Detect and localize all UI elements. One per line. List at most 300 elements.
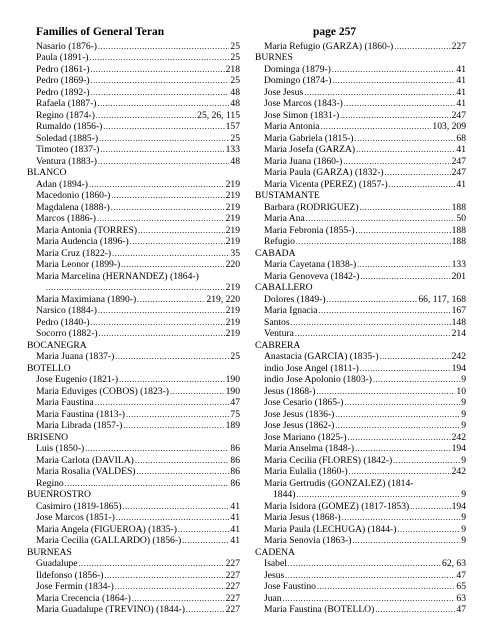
entry-page-refs: 86 — [230, 443, 240, 454]
entry-page-refs: 63 — [456, 592, 466, 604]
index-entry — [255, 558, 466, 570]
index-entry — [27, 190, 240, 202]
index-entry — [27, 75, 240, 87]
entry-page-refs: 219 — [225, 178, 240, 190]
index-entry — [27, 558, 240, 570]
dot-leader — [343, 156, 450, 168]
entry-name: Pedro (1861-) — [36, 63, 90, 75]
entry-page-refs: 214 — [451, 328, 466, 339]
index-entry — [27, 144, 240, 156]
entry-page-refs: 242 — [451, 351, 466, 362]
entry-name: Jose Simon (1831-) — [264, 109, 340, 121]
entry-name: Maria Isidora (GOMEZ) (1817-1853) — [264, 500, 410, 512]
index-entry — [27, 397, 240, 409]
dot-leader — [98, 41, 229, 53]
dot-leader — [91, 64, 225, 76]
entry-page-refs: 41 — [456, 178, 466, 190]
entry-name: Jose Marcos (1843-) — [264, 98, 343, 109]
entry-page-refs: 242 — [451, 431, 466, 443]
index-entry — [255, 213, 466, 225]
entry-page-refs: 189 — [225, 420, 240, 431]
dot-leader — [316, 386, 455, 398]
index-entry — [27, 133, 240, 145]
entry-page-refs: 62, 63 — [442, 558, 466, 569]
surname-heading — [27, 340, 240, 352]
entry-page-refs: 188 — [451, 224, 466, 236]
entry-page-refs: 227 — [225, 592, 240, 604]
entry-name: Jose Marcos (1851-) — [36, 512, 115, 523]
entry-name: Jose Faustino — [264, 581, 316, 592]
entry-page-refs: 25, 26, 115 — [197, 109, 240, 121]
entry-name: Maria Genoveva (1842-) — [264, 270, 360, 282]
dot-leader — [296, 489, 460, 501]
entry-page-refs: 133 — [451, 259, 466, 270]
entry-name: Ventura (1883-) — [36, 155, 98, 167]
entry-name: Maria Maximiana (1890-) — [36, 293, 137, 305]
index-entry — [27, 351, 240, 363]
entry-name: Pedro (1892-) — [36, 86, 90, 98]
index-entry — [255, 524, 466, 536]
index-entry — [255, 87, 466, 99]
dot-leader — [349, 466, 451, 478]
entry-page-refs: 9 — [461, 535, 466, 546]
index-entry — [27, 570, 240, 582]
entry-name: Maria Paula (LECHUGA) (1844-) — [264, 523, 397, 535]
entry-page-refs: 41 — [230, 523, 240, 535]
entry-name: Jose Cesario (1865-) — [264, 397, 344, 408]
entry-name: Ildefonso (1856-) — [36, 569, 104, 581]
index-entry — [255, 581, 466, 593]
dot-leader — [291, 317, 451, 329]
index-entry — [27, 225, 240, 237]
dot-leader — [332, 64, 456, 76]
dot-leader — [97, 213, 225, 225]
entry-page-refs: 47 — [456, 604, 466, 615]
surname-heading — [255, 547, 466, 559]
entry-page-refs: 86 — [230, 454, 240, 466]
surname-heading — [255, 52, 466, 64]
index-entry — [255, 110, 466, 122]
index-entry — [255, 570, 466, 582]
index-entry — [27, 52, 240, 64]
surname-heading — [27, 432, 240, 444]
entry-name: Dominga (1879-) — [264, 63, 331, 75]
surname-label: BURNES — [255, 52, 293, 63]
dot-leader — [375, 604, 455, 616]
dot-leader — [296, 236, 451, 248]
entry-page-refs: 41 — [456, 144, 466, 155]
entry-page-refs: 247 — [451, 155, 466, 167]
entry-page-refs: 194 — [451, 362, 466, 374]
dot-leader — [91, 75, 230, 87]
dot-leader — [355, 133, 456, 145]
dot-leader — [111, 202, 225, 214]
entry-page-refs: 25 — [230, 351, 240, 362]
dot-leader — [348, 432, 451, 444]
surname-label: BRISENO — [27, 431, 69, 443]
entry-name: Barbara (RODRIGUEZ) — [264, 201, 359, 213]
dot-leader — [380, 351, 451, 363]
entry-name: Luis (1850-) — [36, 443, 85, 454]
entry-page-refs: 9 — [461, 374, 466, 385]
dot-leader — [89, 179, 225, 191]
entry-page-refs: 9 — [461, 408, 466, 420]
dot-leader — [295, 328, 451, 340]
index-entry — [27, 41, 240, 53]
index-entry — [255, 236, 466, 248]
dot-leader — [344, 98, 456, 110]
entry-name: Jose Jesus — [264, 86, 304, 98]
entry-page-refs: 35 — [230, 247, 240, 259]
dot-leader — [99, 328, 225, 340]
surname-heading — [27, 489, 240, 501]
page-header — [0, 26, 495, 40]
dot-leader — [91, 87, 230, 99]
index-entry — [27, 305, 240, 317]
entry-name: Maria Leonor (1899-) — [36, 259, 121, 270]
entry-name: Maria Ignacia — [264, 305, 318, 316]
entry-page-refs: 188 — [451, 236, 466, 247]
index-entry — [27, 455, 240, 467]
entry-page-refs: 227 — [225, 581, 240, 592]
entry-name: Narsico (1884-) — [36, 305, 98, 316]
index-entry — [27, 478, 240, 490]
index-entry — [27, 581, 240, 593]
index-entry — [255, 501, 466, 513]
entry-page-refs: 9 — [461, 512, 466, 523]
entry-name: Maria Febronia (1855-) — [264, 224, 355, 236]
dot-leader — [356, 225, 451, 237]
entry-name: Maria Refugio (GARZA) (1860-) — [264, 40, 394, 52]
entry-page-refs: 48 — [230, 155, 240, 167]
entry-page-refs: 188 — [451, 201, 466, 213]
dot-leader — [335, 420, 460, 432]
index-entry — [27, 121, 240, 133]
surname-heading — [27, 363, 240, 375]
dot-leader — [123, 420, 224, 432]
dot-leader — [317, 581, 455, 593]
index-entry — [255, 133, 466, 145]
dot-leader — [335, 409, 460, 421]
index-entry — [27, 535, 240, 547]
index-entry — [27, 294, 240, 306]
entry-page-refs: 220 — [225, 259, 240, 270]
dot-leader — [137, 294, 205, 306]
dot-leader — [385, 167, 451, 179]
entry-page-refs: 219, 220 — [206, 293, 240, 305]
entry-name: Jose Mariano (1825-) — [264, 431, 347, 443]
dot-leader — [85, 443, 229, 455]
entry-name: Jose Jesus (1862-) — [264, 420, 335, 431]
entry-page-refs: 66, 117, 168 — [418, 293, 466, 305]
page-number: page 257 — [313, 26, 357, 38]
entry-page-refs: 50 — [456, 213, 466, 224]
entry-name: Maria Faustina — [36, 397, 94, 408]
entry-page-refs: 48 — [230, 98, 240, 109]
entry-name: Maria Angela (FIGUEROA) (1835-) — [36, 523, 177, 535]
surname-label: CADENA — [255, 546, 295, 558]
dot-leader — [103, 121, 224, 133]
dot-leader — [132, 593, 225, 605]
index-entry — [255, 466, 466, 478]
entry-page-refs: 10 — [456, 385, 466, 397]
entry-name: Maria Crecencia (1864-) — [36, 592, 131, 604]
entry-name: indio Jose Angel (1811-) — [264, 362, 359, 374]
entry-page-refs: 48 — [230, 86, 240, 98]
dot-leader — [65, 478, 230, 490]
index-entry — [27, 98, 240, 110]
surname-label: BLANCO — [27, 167, 67, 178]
entry-page-refs: 9 — [461, 397, 466, 408]
dot-leader — [115, 581, 225, 593]
index-entry — [255, 443, 466, 455]
dot-leader — [357, 259, 450, 271]
index-entry — [27, 202, 240, 214]
entry-page-refs: 41 — [456, 75, 466, 86]
entry-page-refs: 190 — [225, 374, 240, 385]
entry-page-refs: 41 — [230, 500, 240, 512]
surname-label: BURNEAS — [27, 546, 72, 558]
entry-name: Magdalena (1888-) — [36, 201, 110, 213]
index-entry — [255, 75, 466, 87]
index-entry — [255, 41, 466, 53]
index-entry — [27, 386, 240, 398]
dot-leader — [170, 386, 225, 398]
index-entry — [255, 386, 466, 398]
dot-leader — [116, 512, 230, 524]
entry-page-refs: 219 — [225, 190, 240, 201]
surname-label: BOTELLO — [27, 362, 71, 374]
entry-name: Dolores (1849-) — [264, 293, 326, 305]
entry-name: Maria Marcelina (HERNANDEZ) (1864-) — [36, 270, 199, 282]
entry-page-refs: 86 — [230, 466, 240, 477]
dot-leader — [115, 351, 229, 363]
entry-name: Maria Josefa (GARZA) — [264, 144, 356, 155]
dot-leader — [288, 558, 441, 570]
index-entry — [255, 593, 466, 605]
dot-leader — [327, 294, 418, 306]
index-entry — [27, 236, 240, 248]
index-entry — [27, 409, 240, 421]
index-entry — [27, 87, 240, 99]
entry-page-refs: 227 — [225, 569, 240, 581]
entry-name: Maria Cayetana (1838-) — [264, 259, 357, 270]
dot-leader — [332, 75, 455, 87]
surname-label: CABADA — [255, 247, 296, 259]
entry-name: Maria Vicenta (PEREZ) (1857-) — [264, 178, 388, 190]
index-entry-continuation — [255, 489, 466, 501]
entry-page-refs: 75 — [230, 408, 240, 420]
entry-name: Pedro (1840-) — [36, 316, 90, 328]
entry-name: Soledad (1885-) — [36, 132, 99, 144]
entry-page-refs: 25 — [230, 75, 240, 86]
dot-leader — [119, 374, 225, 386]
entry-name: Jose Fermin (1834-) — [36, 581, 114, 592]
entry-page-refs: 157 — [225, 121, 240, 132]
entry-name: Regino — [36, 477, 64, 489]
entry-name: Juan — [264, 592, 282, 604]
dot-leader — [360, 271, 450, 283]
dot-leader — [360, 363, 451, 375]
surname-label: BUSTAMANTE — [255, 190, 320, 201]
entry-page-refs: 148 — [451, 316, 466, 328]
index-entry — [27, 248, 240, 260]
entry-name: Macedonio (1860-) — [36, 190, 111, 201]
dot-leader — [104, 570, 224, 582]
index-entry — [255, 271, 466, 283]
dot-leader — [355, 443, 451, 455]
entry-page-refs: 9 — [461, 420, 466, 431]
entry-page-refs: 219 — [225, 224, 240, 236]
dot-leader — [90, 52, 230, 64]
index-entry — [255, 397, 466, 409]
entry-name: Marcos (1886-) — [36, 213, 96, 224]
surname-heading — [27, 167, 240, 179]
entry-name: Rumaldo (1856-) — [36, 121, 103, 132]
entry-name: Jesus (1868-) — [264, 385, 316, 397]
dot-leader — [373, 374, 460, 386]
entry-page-refs: 242 — [451, 466, 466, 477]
entry-name: indio Jose Apolonio (1803-) — [264, 374, 372, 385]
dot-leader — [321, 121, 432, 133]
dot-leader — [130, 236, 225, 248]
dot-leader — [112, 248, 229, 260]
dot-leader — [304, 87, 455, 99]
index-entry — [255, 432, 466, 444]
surname-heading — [255, 340, 466, 352]
entry-page-refs: 247 — [451, 109, 466, 121]
entry-name: Maria Cruz (1822-) — [36, 247, 112, 259]
dot-leader — [123, 501, 230, 513]
entry-name: Maria Cecilia (GALLARDO) (1856-) — [36, 535, 182, 546]
entry-name: Refugio — [264, 236, 295, 247]
entry-name: Timoteo (1837-) — [36, 144, 100, 155]
entry-page-refs: 41 — [456, 98, 466, 109]
index-entry — [255, 225, 466, 237]
entry-page-refs: 219 — [225, 201, 240, 213]
entry-page-refs: 103, 209 — [432, 121, 466, 132]
dot-leader — [98, 305, 225, 317]
index-entry — [255, 156, 466, 168]
index-entry — [255, 604, 466, 616]
entry-name: Rafaela (1887-) — [36, 98, 97, 109]
index-entry — [27, 271, 240, 283]
entry-name: Ventura — [264, 328, 294, 339]
index-entry — [255, 455, 466, 467]
index-entry — [255, 328, 466, 340]
dot-leader — [46, 282, 225, 294]
entry-name: Guadalupe — [36, 558, 78, 569]
index-entry — [255, 202, 466, 214]
entry-name: Jesus — [264, 569, 285, 581]
index-entry — [255, 409, 466, 421]
index-entry — [27, 524, 240, 536]
entry-page-refs: 227 — [451, 40, 466, 52]
dot-leader — [283, 593, 456, 605]
index-entry — [27, 501, 240, 513]
entry-page-refs: 219 — [225, 236, 240, 247]
index-entry — [27, 512, 240, 524]
index-entry — [27, 374, 240, 386]
entry-name: Maria Ana — [264, 213, 305, 224]
dot-leader — [79, 558, 225, 570]
entry-name: Maria Juana (1860-) — [264, 155, 343, 167]
entry-page-refs: 219 — [225, 305, 240, 316]
entry-page-refs: 247 — [451, 167, 466, 178]
entry-name: Maria Faustina (BOTELLO) — [264, 604, 375, 615]
entry-page-refs: 86 — [230, 477, 240, 489]
entry-page-refs: 41 — [230, 535, 240, 546]
entry-name: Maria Antonia (TORRES) — [36, 224, 138, 236]
index-entry — [255, 121, 466, 133]
dot-leader — [99, 133, 229, 145]
entry-page-refs: 218 — [225, 63, 240, 75]
dot-leader — [96, 110, 196, 122]
entry-page-refs: 41 — [456, 63, 466, 75]
dot-leader — [389, 179, 456, 191]
index-entry — [27, 110, 240, 122]
entry-name: Maria Antonia — [264, 121, 320, 132]
entry-page-refs: 219 — [225, 213, 240, 224]
entry-name: Jose Eugenio (1821-) — [36, 374, 119, 385]
index-entry — [27, 179, 240, 191]
entry-name: Casimiro (1819-1865) — [36, 500, 122, 512]
entry-name: Maria Rosalia (VALDES) — [36, 466, 136, 477]
entry-page-refs: 68 — [456, 132, 466, 144]
entry-name: Maria Faustina (1813-) — [36, 408, 125, 420]
entry-page-refs: 219 — [225, 328, 240, 339]
dot-leader — [393, 455, 460, 467]
surname-heading — [255, 248, 466, 260]
entry-page-refs: 167 — [451, 305, 466, 316]
entry-name: Maria Gabriela (1815-) — [264, 132, 354, 144]
surname-label: BOCANEGRA — [27, 339, 87, 351]
entry-page-refs: 47 — [456, 569, 466, 581]
entry-page-refs: 201 — [451, 270, 466, 282]
entry-page-refs: 9 — [461, 489, 466, 500]
entry-page-refs: 227 — [225, 558, 240, 569]
entry-name: Maria Juana (1837-) — [36, 351, 115, 362]
index-column-right — [255, 41, 466, 616]
dot-leader — [97, 98, 229, 110]
index-entry — [255, 259, 466, 271]
entry-name: Domingo (1874-) — [264, 75, 332, 86]
entry-page-refs: 194 — [451, 443, 466, 454]
entry-page-refs: 219 — [225, 316, 240, 328]
surname-label: CABALLERO — [255, 282, 313, 293]
entry-name: Maria Jesus (1868-) — [264, 512, 341, 523]
index-entry — [255, 374, 466, 386]
book-title: Families of General Teran — [36, 26, 165, 38]
dot-leader — [100, 144, 224, 156]
index-entry — [27, 328, 240, 340]
surname-heading — [255, 282, 466, 294]
index-column-left — [27, 41, 240, 616]
index-entry — [27, 466, 240, 478]
entry-name: Maria Senovia (1863-) — [264, 535, 352, 546]
dot-leader — [356, 144, 455, 156]
entry-page-refs: 219 — [225, 282, 240, 293]
dot-leader — [410, 501, 450, 513]
index-entry — [255, 420, 466, 432]
entry-page-refs: 190 — [225, 385, 240, 397]
index-entry — [27, 443, 240, 455]
entry-name: Maria Eduviges (COBOS) (1823-) — [36, 385, 169, 397]
entry-page-refs: 47 — [230, 397, 240, 408]
entry-name: Paula (1891-) — [36, 52, 89, 63]
entry-page-refs: 25 — [230, 52, 240, 63]
entry-name: 1844) — [273, 489, 296, 500]
